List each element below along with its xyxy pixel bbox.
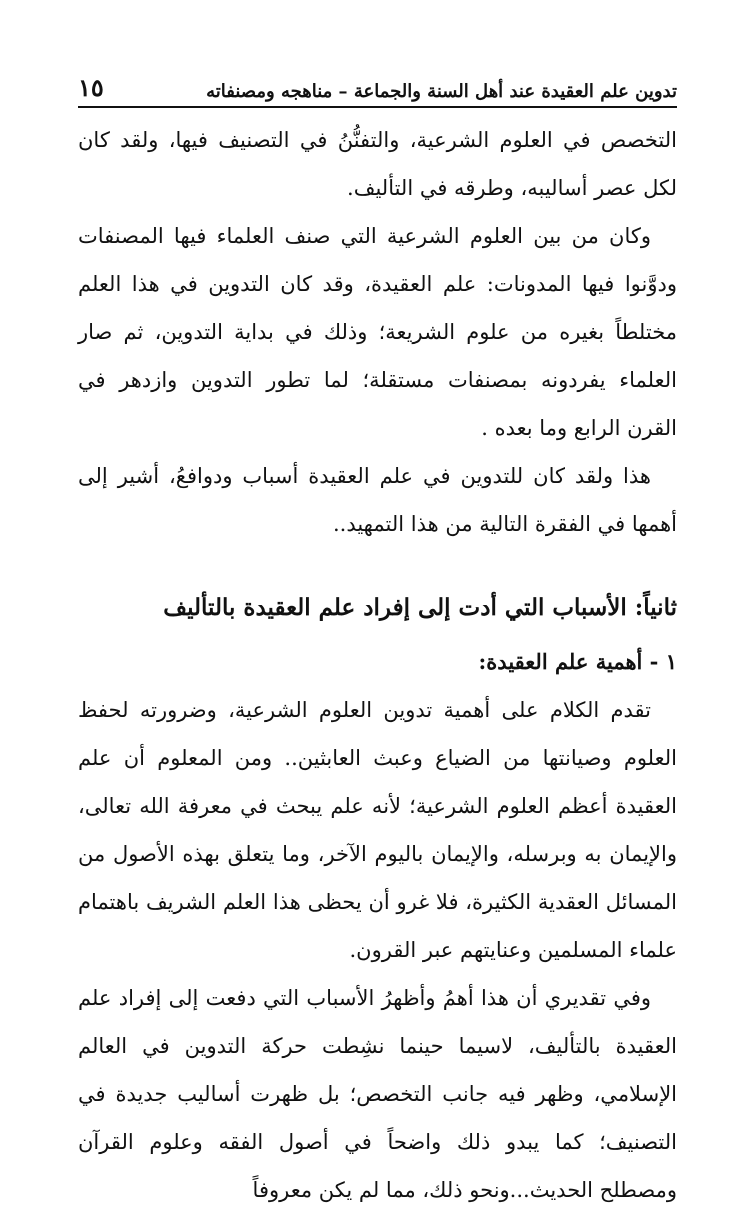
body-text	[78, 116, 677, 1214]
paragraph: تقدم الكلام على أهمية تدوين العلوم الشرعية، وضرورته لحفظ العلوم وصيانتها من الضياع وعبث العابثين.. ومن المعلوم أن علم العقيدة أعظم العلوم الشرعية؛ لأنه علم يبحث في معرفة الله تعالى، والإيمان به وبرسله، والإيمان باليوم الآخر، وما يتعلق بهذه الأصول من المسائل العقدية الكثيرة، فلا غرو أن يحظى هذا العلم الشريف باهتمام علماء المسلمين وعنايتهم عبر القرون.	[78, 698, 677, 962]
paragraph: هذا ولقد كان للتدوين في علم العقيدة أسباب ودوافعُ، أشير إلى أهمها في الفقرة التالية من هذا التمهيد..	[78, 464, 677, 536]
paragraph: وكان من بين العلوم الشرعية التي صنف العلماء فيها المصنفات ودوَّنوا فيها المدونات: علم العقيدة، وقد كان التدوين في هذا العلم مختلطاً بغيره من علوم الشريعة؛ وذلك في بداية التدوين، ثم صار العلماء يفردونه بمصنفات مستقلة؛ لما تطور التدوين وازدهر في القرن الرابع وما بعده .	[78, 224, 678, 440]
paragraph: التخصص في العلوم الشرعية، والتفنُّنُ في التصنيف فيها، ولقد كان لكل عصر أساليبه، وطرقه في التأليف.	[78, 128, 677, 200]
paragraph: وفي تقديري أن هذا أهمُ وأظهرُ الأسباب التي دفعت إلى إفراد علم العقيدة بالتأليف، لاسيما حينما نشِطت حركة التدوين في العالم الإسلامي، وظهر فيه جانب التخصص؛ بل ظهرت أساليب جديدة في التصنيف؛ كما يبدو ذلك واضحاً في أصول الفقه وعلوم القرآن ومصطلح الحديث...ونحو ذلك، مما لم يكن معروفاً	[78, 986, 677, 1202]
header-title: تدوين علم العقيدة عند أهل السنة والجماعة – مناهجه ومصنفاته	[206, 81, 677, 102]
section-heading: ثانياً: الأسباب التي أدت إلى إفراد علم العقيدة بالتأليف	[163, 594, 677, 621]
running-header	[78, 62, 677, 108]
page-number: ١٥	[78, 73, 104, 102]
sub-heading: ١ - أهمية علم العقيدة:	[478, 649, 677, 674]
